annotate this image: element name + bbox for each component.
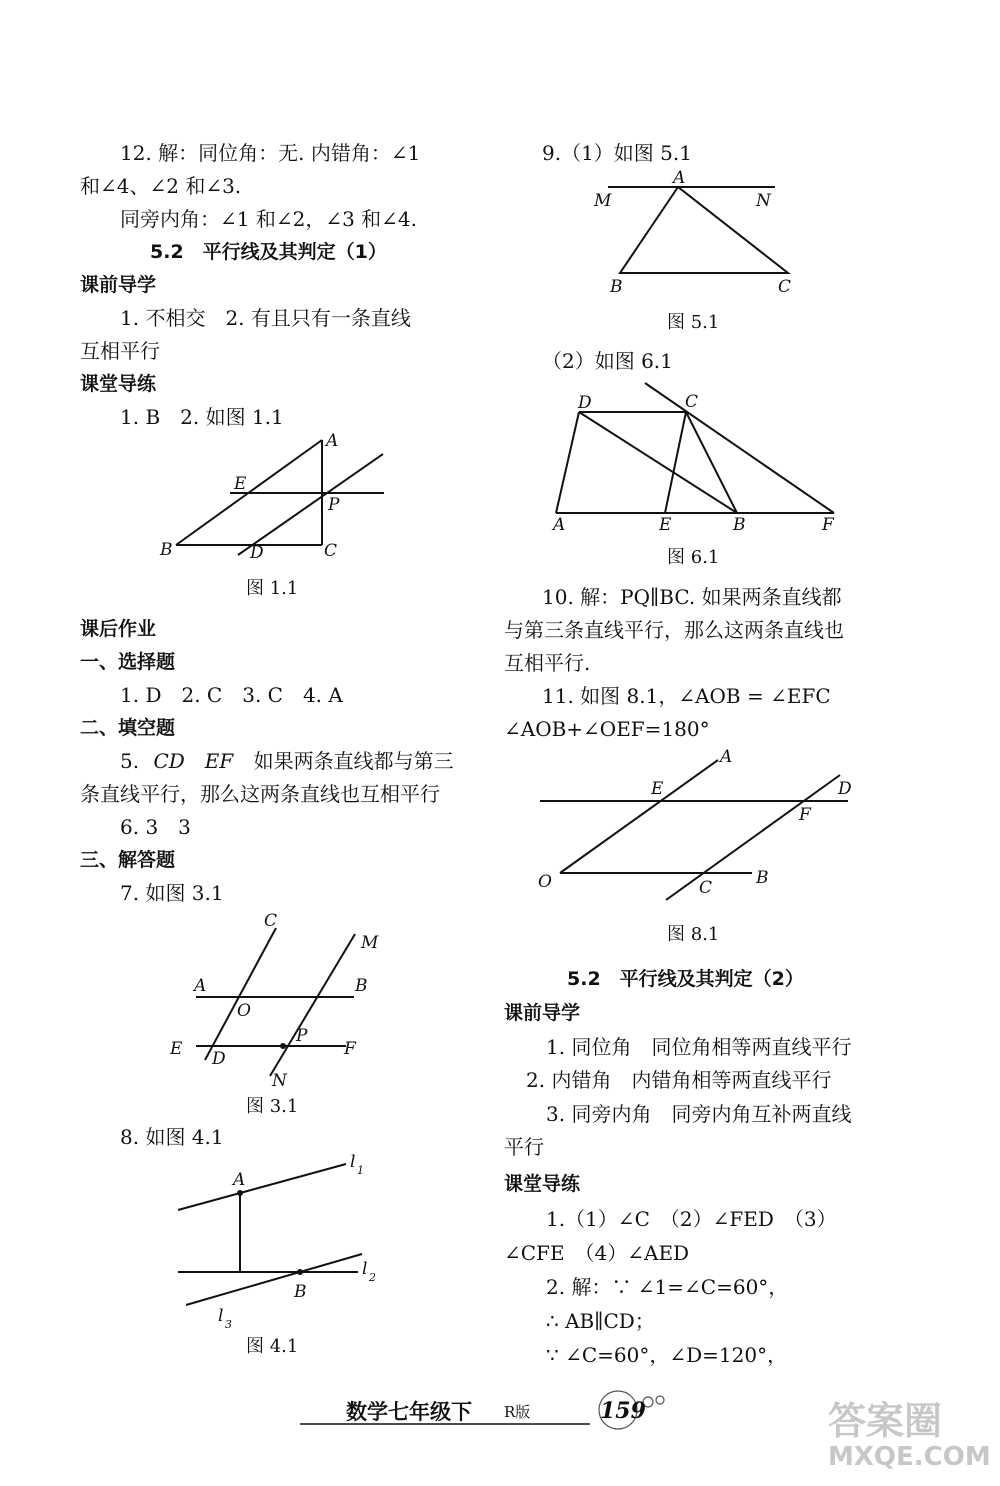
fig11-label-P: P [328, 495, 340, 515]
fig11-label-B: B [160, 540, 173, 560]
fig11-label-C: C [324, 541, 338, 561]
fig81-label-E: E [651, 779, 664, 799]
fig81-caption: 图 8.1 [667, 924, 720, 945]
fig41-label-l1-sub: 1 [357, 1164, 364, 1177]
q7-line: 7. 如图 3.1 [120, 881, 224, 905]
page-footer [300, 1390, 680, 1432]
section-title-2: 5.2 平行线及其判定（2） [567, 968, 804, 990]
class-practice-heading: 课堂导练 [80, 373, 157, 395]
fig31-label-E: E [170, 1039, 183, 1059]
fig31-label-M: M [361, 933, 379, 953]
fig31-label-P: P [296, 1026, 308, 1046]
fig31-label-O: O [237, 1001, 251, 1021]
fig51-caption: 图 5.1 [667, 312, 720, 333]
q10-line2: 与第三条直线平行，那么这两条直线也 [504, 618, 844, 642]
fig41-label-l1: l [350, 1152, 356, 1172]
fig81-label-B: B [756, 868, 769, 888]
fig11-label-A: A [326, 431, 339, 451]
fig31-label-A: A [194, 976, 207, 996]
fig11-label-E: E [234, 474, 247, 494]
cp2-line3: 2. 解：∵ ∠1=∠C=60°， [546, 1275, 789, 1299]
footer-page-number: 159 [600, 1398, 646, 1424]
footer-book-title: 数学七年级下 [346, 1400, 472, 1424]
fig81-label-F: F [799, 805, 811, 825]
fig31-caption: 图 3.1 [246, 1096, 299, 1117]
fig31-label-N: N [272, 1071, 287, 1091]
fig61-label-D: D [578, 393, 592, 413]
fig31-label-D: D [212, 1049, 226, 1069]
fig81-label-D: D [838, 779, 852, 799]
watermark-logo: 答案圈 [828, 1399, 943, 1443]
cp2-line1: 1.（1）∠C （2）∠FED （3） [546, 1207, 837, 1231]
pre-study-heading: 课前导学 [80, 274, 157, 296]
fig41-label-l2: l [362, 1259, 368, 1279]
fig81-label-O: O [538, 872, 552, 892]
q8-line: 8. 如图 4.1 [120, 1125, 224, 1149]
fig61-label-A: A [553, 515, 566, 535]
part2-heading: 二、填空题 [80, 717, 176, 739]
fig51-label-C: C [778, 277, 792, 297]
q12-line2: 和∠4、∠2 和∠3. [80, 174, 242, 198]
fill6: 6. 3 3 [120, 815, 191, 839]
fig41-label-A: A [233, 1170, 246, 1190]
footer-edition: R版 [504, 1403, 531, 1421]
homework-heading: 课后作业 [80, 618, 157, 640]
cp2-line5: ∵ ∠C=60°，∠D=120°， [546, 1343, 788, 1367]
fig31-label-B: B [355, 976, 368, 996]
fig41-label-B: B [294, 1282, 307, 1302]
q12-line1: 12. 解：同位角：无. 内错角：∠1 [120, 141, 421, 165]
q11-line1: 11. 如图 8.1，∠AOB = ∠EFC [542, 684, 831, 708]
pre-study-line2: 互相平行 [80, 339, 160, 363]
fig11-caption: 图 1.1 [246, 578, 299, 599]
fig61-label-C: C [685, 392, 699, 412]
fig61-caption: 图 6.1 [667, 547, 720, 568]
pre-study-line1: 1. 不相交 2. 有且只有一条直线 [120, 306, 411, 330]
fig41-label-l2-sub: 2 [369, 1271, 376, 1284]
fig31-label-C: C [264, 911, 278, 931]
fig61-label-E: E [659, 515, 672, 535]
class-practice-line1: 1. B 2. 如图 1.1 [120, 405, 284, 429]
fig51-label-A: A [673, 168, 686, 188]
cp2-line2: ∠CFE （4）∠AED [504, 1241, 690, 1265]
fill5-line2: 条直线平行，那么这两条直线也互相平行 [80, 782, 440, 806]
fig51-label-N: N [756, 191, 771, 211]
fill5-rest: 如果两条直线都与第三 [253, 749, 454, 773]
fig51-label-B: B [610, 277, 623, 297]
fill5-values: CD EF [153, 749, 234, 773]
part1-heading: 一、选择题 [80, 651, 176, 673]
fig81-label-A: A [720, 747, 733, 767]
cp2-line4: ∴ AB∥CD； [546, 1309, 655, 1333]
fig31-label-F: F [344, 1039, 356, 1059]
q9-part2: （2）如图 6.1 [542, 349, 673, 373]
part3-heading: 三、解答题 [80, 849, 176, 871]
q10-line1: 10. 解：PQ∥BC. 如果两条直线都 [542, 585, 842, 609]
pre2-line3: 3. 同旁内角 同旁内角互补两直线 [546, 1102, 852, 1126]
q12-line3: 同旁内角：∠1 和∠2，∠3 和∠4. [120, 207, 418, 231]
choice-answers: 1. D 2. C 3. C 4. A [120, 683, 343, 707]
fig41-label-l3: l [218, 1306, 224, 1326]
q11-line2: ∠AOB+∠OEF=180° [504, 717, 710, 741]
class-practice-heading-2: 课堂导练 [504, 1173, 581, 1195]
pre2-line4: 平行 [504, 1135, 544, 1159]
pre2-line1: 1. 同位角 同位角相等两直线平行 [546, 1035, 852, 1059]
q9-part1: 9.（1）如图 5.1 [542, 141, 692, 165]
fig11-label-D: D [250, 543, 264, 563]
pre-study-heading-2: 课前导学 [504, 1002, 581, 1024]
fig81-label-C: C [699, 878, 713, 898]
fig41-label-l3-sub: 3 [225, 1318, 232, 1331]
fig41-caption: 图 4.1 [246, 1336, 299, 1357]
q10-line3: 互相平行. [504, 651, 591, 675]
section-title-1: 5.2 平行线及其判定（1） [150, 241, 387, 263]
fig51-label-M: M [594, 191, 612, 211]
watermark-url: MXQE.COM [828, 1442, 991, 1472]
fig61-label-F: F [822, 515, 834, 535]
pre2-line2: 2. 内错角 内错角相等两直线平行 [526, 1068, 832, 1092]
fig61-label-B: B [733, 515, 746, 535]
fill5-prefix: 5. [120, 749, 140, 773]
